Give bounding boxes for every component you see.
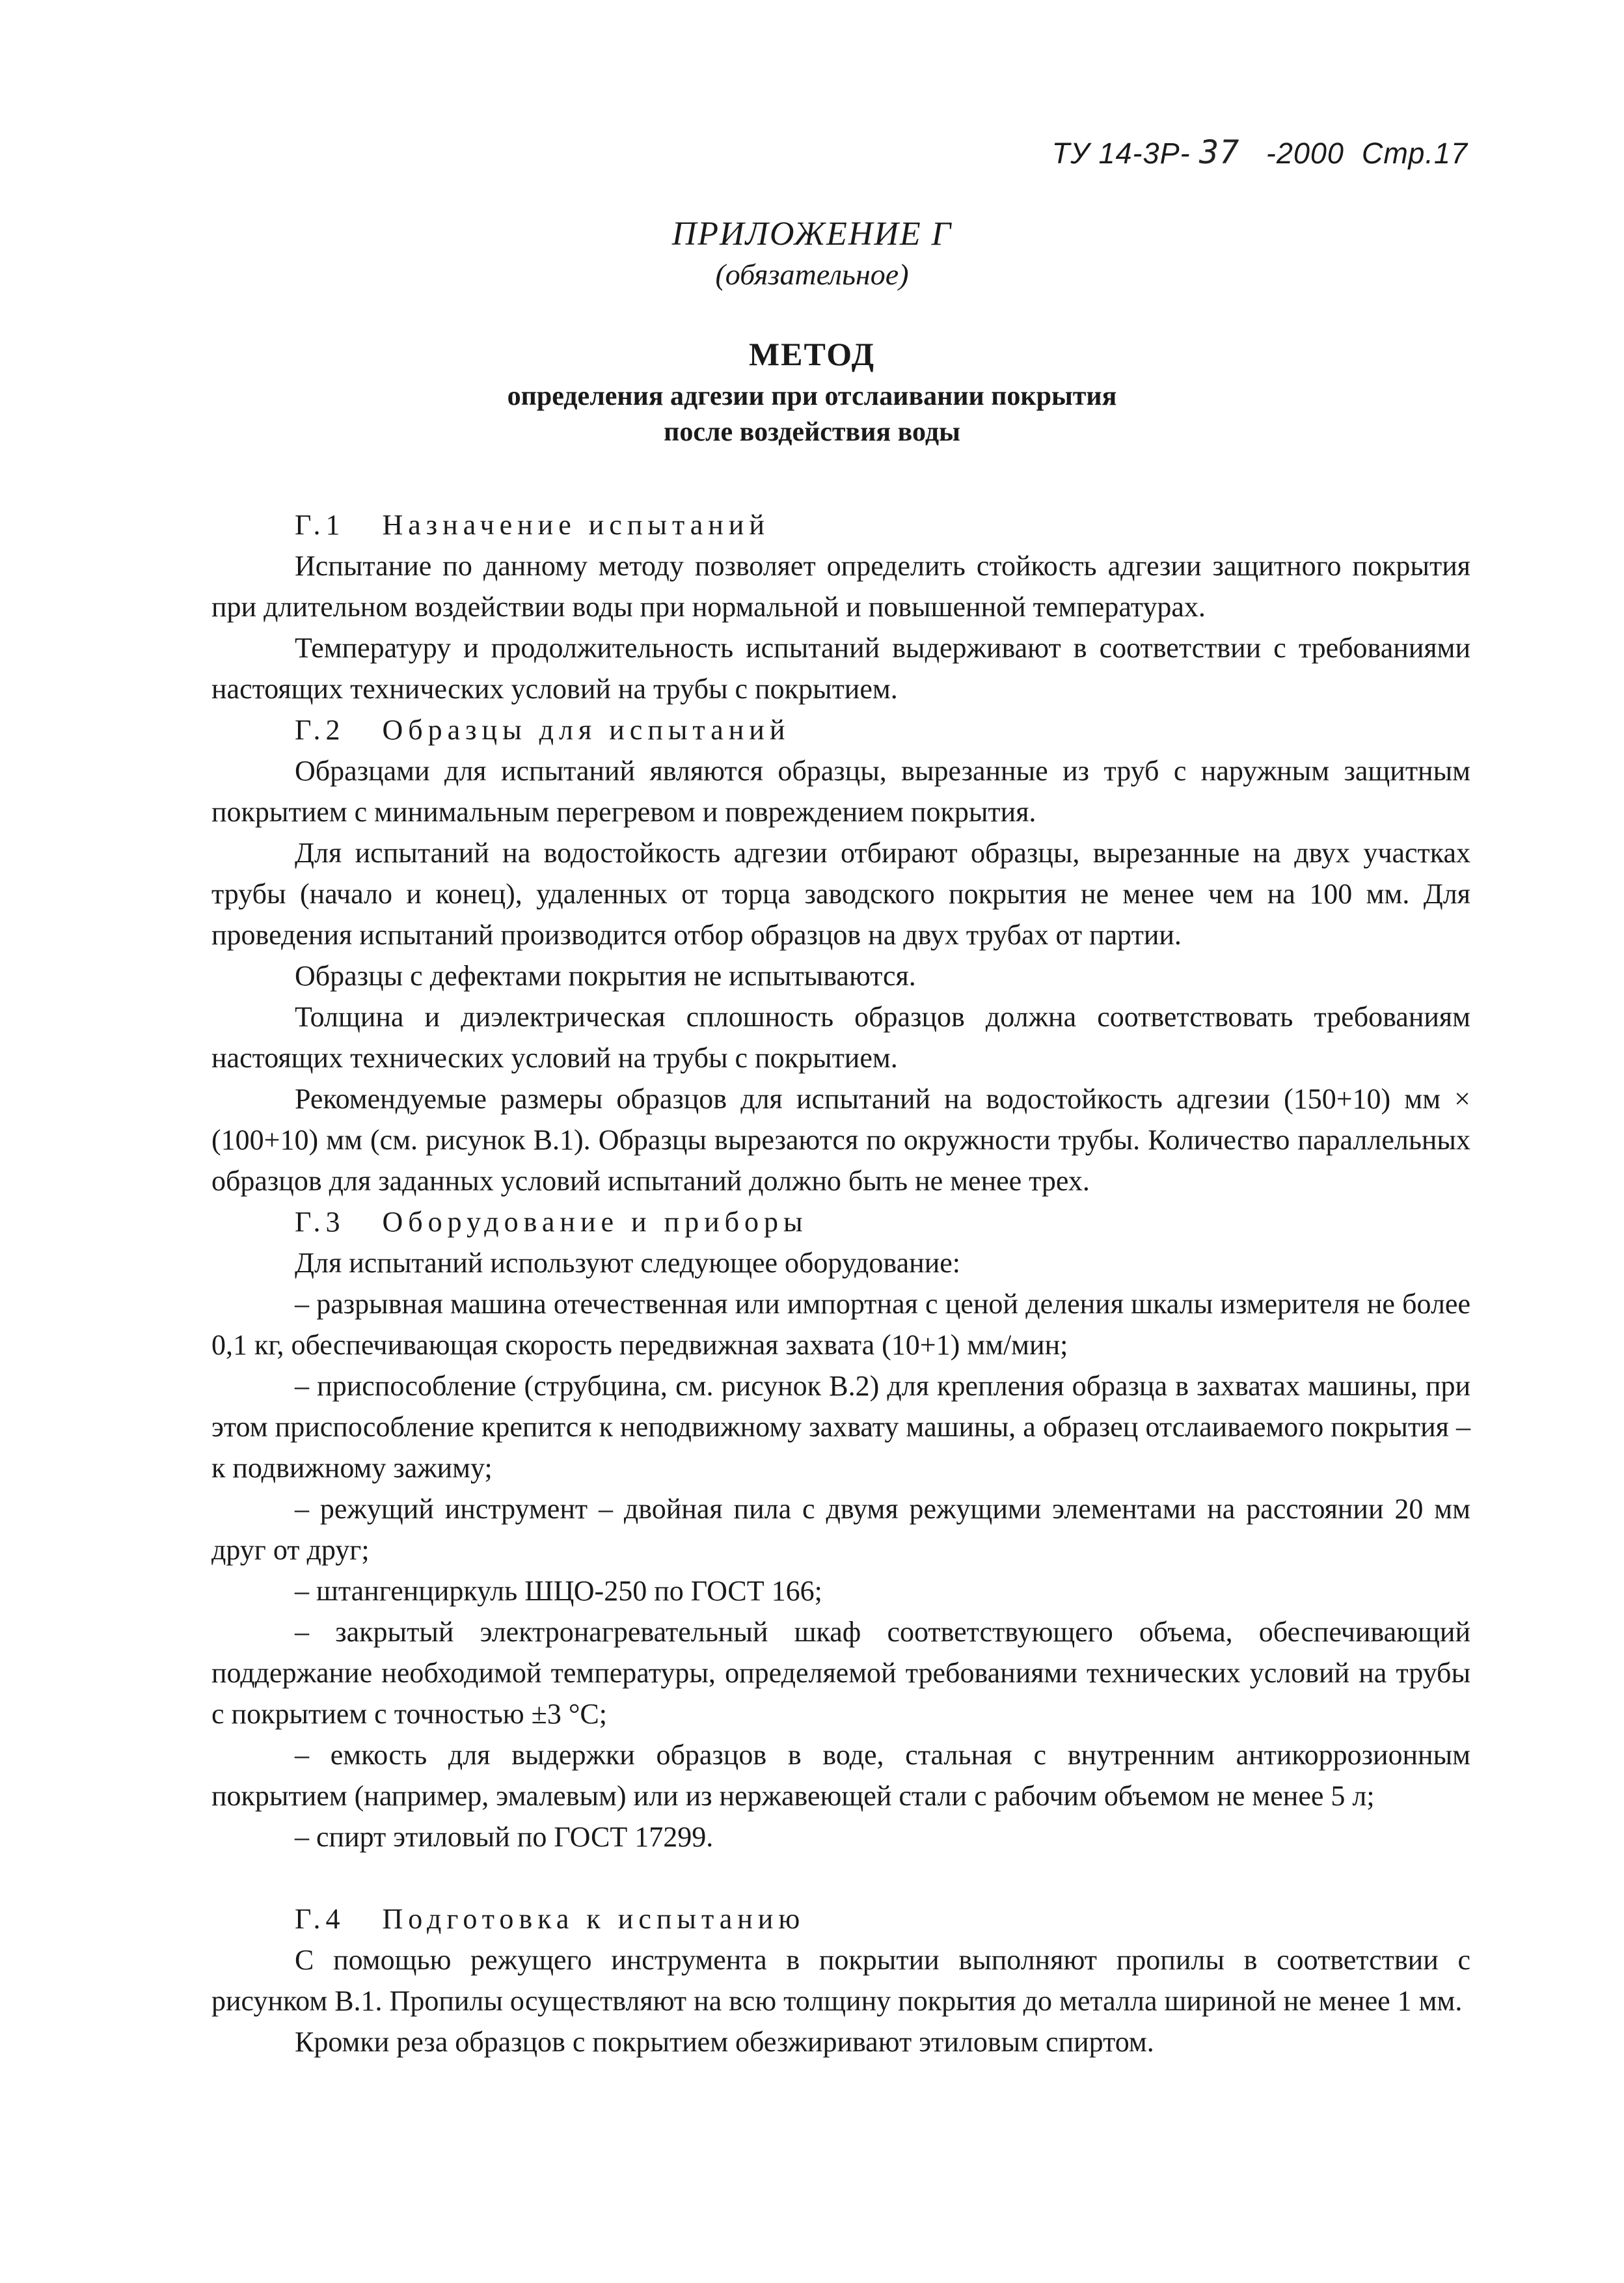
list-item: – разрывная машина отечественная или импортная с ценой деления шкалы измерителя не более 0,1 кг, обеспечивающая скорость передвижная захвата (10+1) мм/мин; (211, 1288, 1470, 1361)
paragraph: Образцы с дефектами покрытия не испытываются. (295, 960, 916, 992)
list-item: – емкость для выдержки образцов в воде, стальная с внутренним антикоррозионным покрытием (например, эмалевым) или из нержавеющей стали с рабочим объемом не менее 5 л; (211, 1739, 1470, 1812)
paragraph: Кромки реза образцов с покрытием обезжиривают этиловым спиртом. (295, 2026, 1154, 2058)
section-heading-g3: Г.3 Оборудование и приборы (295, 1206, 808, 1238)
page-header (1052, 133, 1468, 171)
section-heading-g2: Г.2 Образцы для испытаний (295, 714, 791, 746)
document-body (211, 504, 1470, 2062)
appendix-note: (обязательное) (715, 258, 909, 291)
paragraph: С помощью режущего инструмента в покрытии выполняют пропилы в соответствии с рисунком В.1. Пропилы осуществляют на всю толщину покрытия до металла шириной не менее 1 мм. (211, 1944, 1470, 2017)
section-heading-g1: Г.1 Назначение испытаний (295, 509, 770, 541)
appendix-title: ПРИЛОЖЕНИЕ Г (671, 215, 953, 253)
list-item: – штангенциркуль ШЦО-250 по ГОСТ 166; (295, 1575, 822, 1607)
list-item: – спирт этиловый по ГОСТ 17299. (295, 1821, 714, 1853)
list-item: – приспособление (струбцина, см. рисунок В.2) для крепления образца в захватах машины, при этом приспособление крепится к неподвижному захвату машины, а образец отслаиваемого покрытия – к подвижному зажиму; (211, 1370, 1470, 1484)
paragraph: Температуру и продолжительность испытаний выдерживают в соответствии с требованиями настоящих технических условий на трубы с покрытием. (211, 632, 1470, 705)
doc-code: ТУ 14-3Р- (1051, 137, 1191, 170)
paragraph: Для испытаний на водостойкость адгезии отбирают образцы, вырезанные на двух участках трубы (начало и конец), удаленных от торца заводского покрытия не менее чем на 100 мм. Для проведения испытаний производится отбор образцов на двух трубах от партии. (211, 837, 1470, 951)
method-title: МЕТОД (748, 336, 876, 372)
year-page: -2000 Стр.17 (1265, 137, 1468, 170)
section-heading-g4: Г.4 Подготовка к испытанию (295, 1903, 805, 1935)
list-item: – режущий инструмент – двойная пила с двумя режущими элементами на расстоянии 20 мм друг от друг; (211, 1493, 1470, 1566)
method-subtitle-line-1: определения адгезии при отслаивании покрытия (507, 381, 1117, 411)
paragraph: Для испытаний используют следующее оборудование: (295, 1247, 960, 1279)
spacer (211, 1857, 1470, 1898)
doc-number: 37 (1199, 133, 1240, 171)
paragraph: Рекомендуемые размеры образцов для испытаний на водостойкость адгезии (150+10) мм × (100+10) мм (см. рисунок В.1). Образцы вырезаются по окружности трубы. Количество параллельных образцов для заданных условий испытаний должно быть не менее трех. (211, 1083, 1470, 1197)
list-item: – закрытый электронагревательный шкаф соответствующего объема, обеспечивающий поддержание необходимой температуры, определяемой требованиями технических условий на трубы с покрытием с точностью ±3 °С; (211, 1616, 1470, 1730)
method-subtitle-line-2: после воздействия воды (664, 417, 960, 447)
paragraph: Испытание по данному методу позволяет определить стойкость адгезии защитного покрытия при длительном воздействии воды при нормальной и повышенной температурах. (211, 550, 1470, 623)
paragraph: Образцами для испытаний являются образцы, вырезанные из труб с наружным защитным покрытием с минимальным перегревом и повреждением покрытия. (211, 755, 1470, 828)
paragraph: Толщина и диэлектрическая сплошность образцов должна соответствовать требованиям настоящих технических условий на трубы с покрытием. (211, 1001, 1470, 1074)
